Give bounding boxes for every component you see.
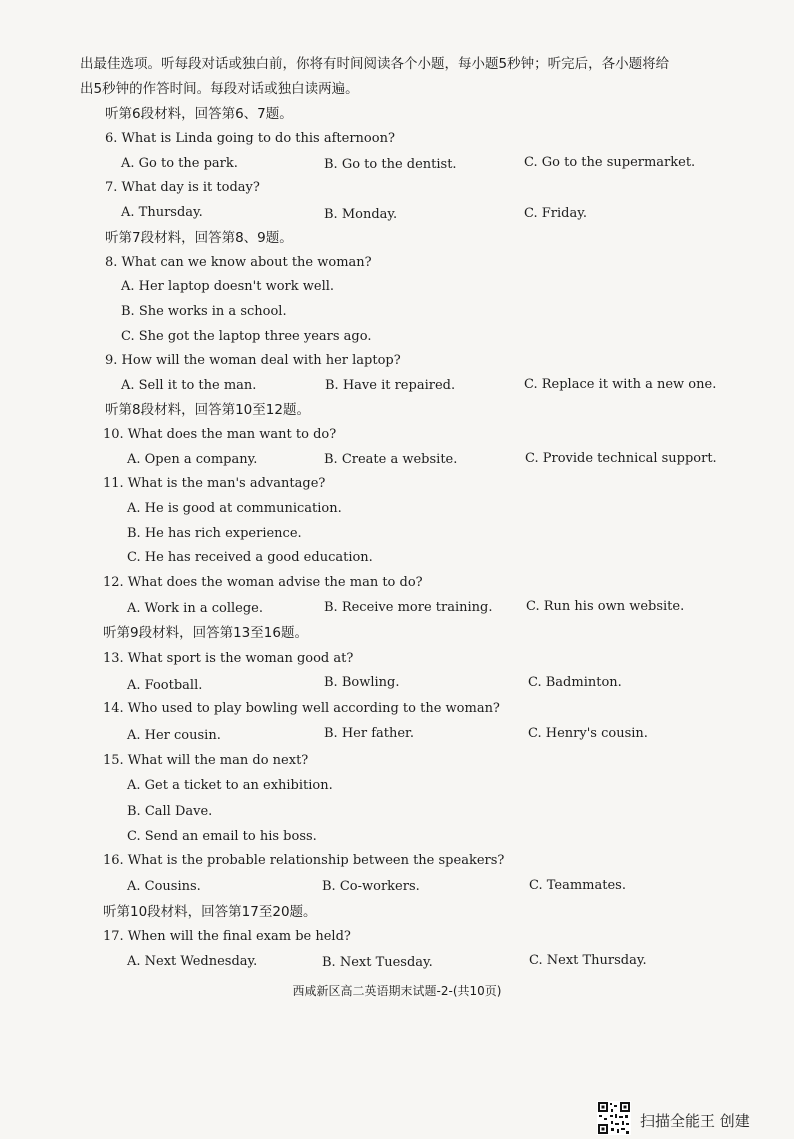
option-b: B. Create a website. [324, 452, 458, 467]
option-b: B. He has rich experience. [127, 526, 302, 541]
question-stem: 7. What day is it today? [105, 180, 260, 195]
section-header: 听第6段材料，回答第6、7题。 [105, 106, 293, 122]
question-stem: 12. What does the woman advise the man to do? [103, 575, 423, 590]
option-a: A. Football. [127, 678, 203, 693]
option-b: B. She works in a school. [121, 304, 287, 319]
option-c: C. Badminton. [528, 675, 622, 690]
option-c: C. He has received a good education. [127, 550, 373, 565]
question-stem: 10. What does the man want to do? [103, 427, 337, 442]
option-a: A. Her cousin. [127, 728, 221, 743]
option-c: C. Provide technical support. [525, 451, 717, 466]
option-b: B. Next Tuesday. [322, 955, 433, 970]
option-c: C. Henry's cousin. [528, 726, 648, 741]
option-c: C. Teammates. [529, 878, 626, 893]
question-stem: 8. What can we know about the woman? [105, 255, 372, 270]
page-footer: 西咸新区高二英语期末试题-2-(共10页) [292, 984, 502, 998]
qr-code-icon [597, 1101, 631, 1135]
option-a: A. Sell it to the man. [121, 378, 257, 393]
option-b: B. Monday. [324, 207, 398, 222]
option-b: B. Have it repaired. [325, 378, 456, 393]
option-c: C. Run his own website. [526, 599, 685, 614]
option-a: A. He is good at communication. [127, 501, 342, 516]
question-stem: 13. What sport is the woman good at? [103, 651, 354, 666]
option-b: B. Receive more training. [324, 600, 493, 615]
option-c: C. Friday. [524, 206, 587, 221]
option-c: C. Go to the supermarket. [524, 155, 696, 170]
option-c: C. Next Thursday. [529, 953, 647, 968]
scanner-watermark-label: 扫描全能王 创建 [640, 1112, 750, 1130]
section-header: 听第7段材料，回答第8、9题。 [105, 230, 293, 246]
option-b: B. Co-workers. [322, 879, 420, 894]
question-stem: 16. What is the probable relationship between the speakers? [103, 853, 505, 868]
question-stem: 15. What will the man do next? [103, 753, 309, 768]
option-a: A. Her laptop doesn't work well. [121, 279, 335, 294]
option-a: A. Thursday. [121, 205, 203, 220]
option-b: B. Bowling. [324, 675, 400, 690]
question-stem: 6. What is Linda going to do this afternoon? [105, 131, 395, 146]
option-a: A. Go to the park. [121, 156, 238, 171]
option-a: A. Work in a college. [127, 601, 263, 616]
option-c: C. Send an email to his boss. [127, 829, 317, 844]
option-b: B. Call Dave. [127, 804, 213, 819]
question-stem: 17. When will the final exam be held? [103, 929, 351, 944]
option-c: C. She got the laptop three years ago. [121, 329, 372, 344]
question-stem: 11. What is the man's advantage? [103, 476, 326, 491]
option-a: A. Open a company. [127, 452, 258, 467]
option-a: A. Cousins. [127, 879, 201, 894]
section-header: 听第10段材料，回答第17至20题。 [103, 904, 317, 920]
section-header: 听第8段材料，回答第10至12题。 [105, 402, 310, 418]
intro-line-1: 出最佳选项。听每段对话或独白前，你将有时间阅读各个小题，每小题5秒钟；听完后，各小题将给 [80, 56, 670, 72]
option-a: A. Next Wednesday. [127, 954, 258, 969]
question-stem: 14. Who used to play bowling well according to the woman? [103, 701, 500, 716]
option-c: C. Replace it with a new one. [524, 377, 717, 392]
option-b: B. Go to the dentist. [324, 157, 457, 172]
section-header: 听第9段材料，回答第13至16题。 [103, 625, 308, 641]
intro-line-2: 出5秒钟的作答时间。每段对话或独白读两遍。 [80, 81, 359, 97]
option-b: B. Her father. [324, 726, 414, 741]
question-stem: 9. How will the woman deal with her laptop? [105, 353, 401, 368]
option-a: A. Get a ticket to an exhibition. [127, 778, 333, 793]
